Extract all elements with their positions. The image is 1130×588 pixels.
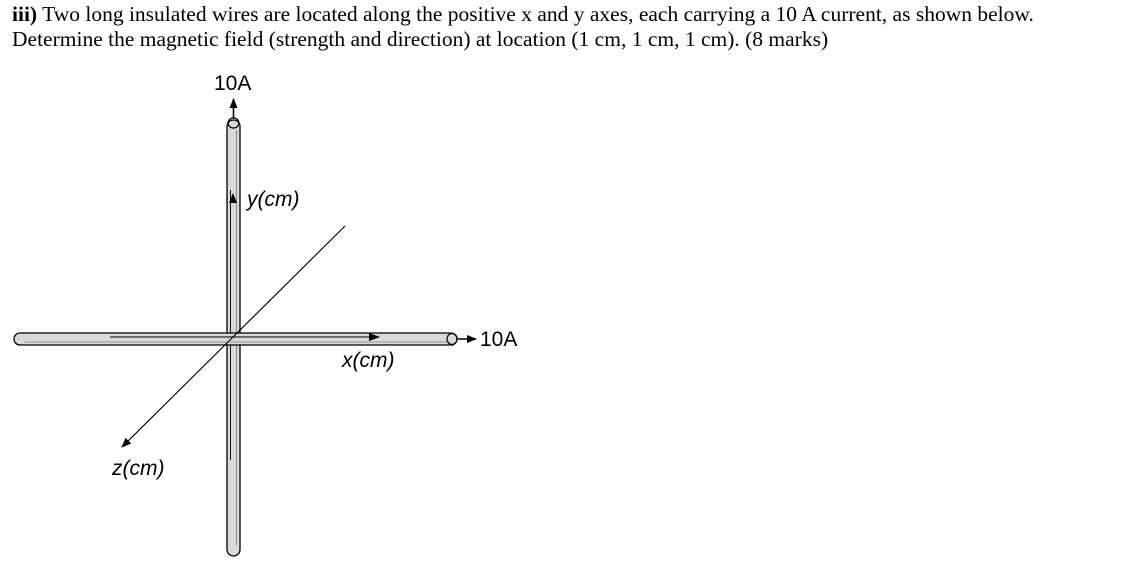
z-axis-label: z(cm) <box>112 457 165 480</box>
current-x-label: 10A <box>480 328 518 351</box>
question-body: Two long insulated wires are located along the positive x and y axes, each carrying a 10 A current, as shown below. Determine the magnetic field (strength and direction) at location (1 cm, 1 cm, 1 cm). (8 marks) <box>12 2 1034 51</box>
y-axis-label: y(cm) <box>247 188 300 211</box>
x-axis-label: x(cm) <box>342 349 395 372</box>
question-number: iii) <box>12 2 38 26</box>
current-y-label: 10A <box>214 72 252 95</box>
